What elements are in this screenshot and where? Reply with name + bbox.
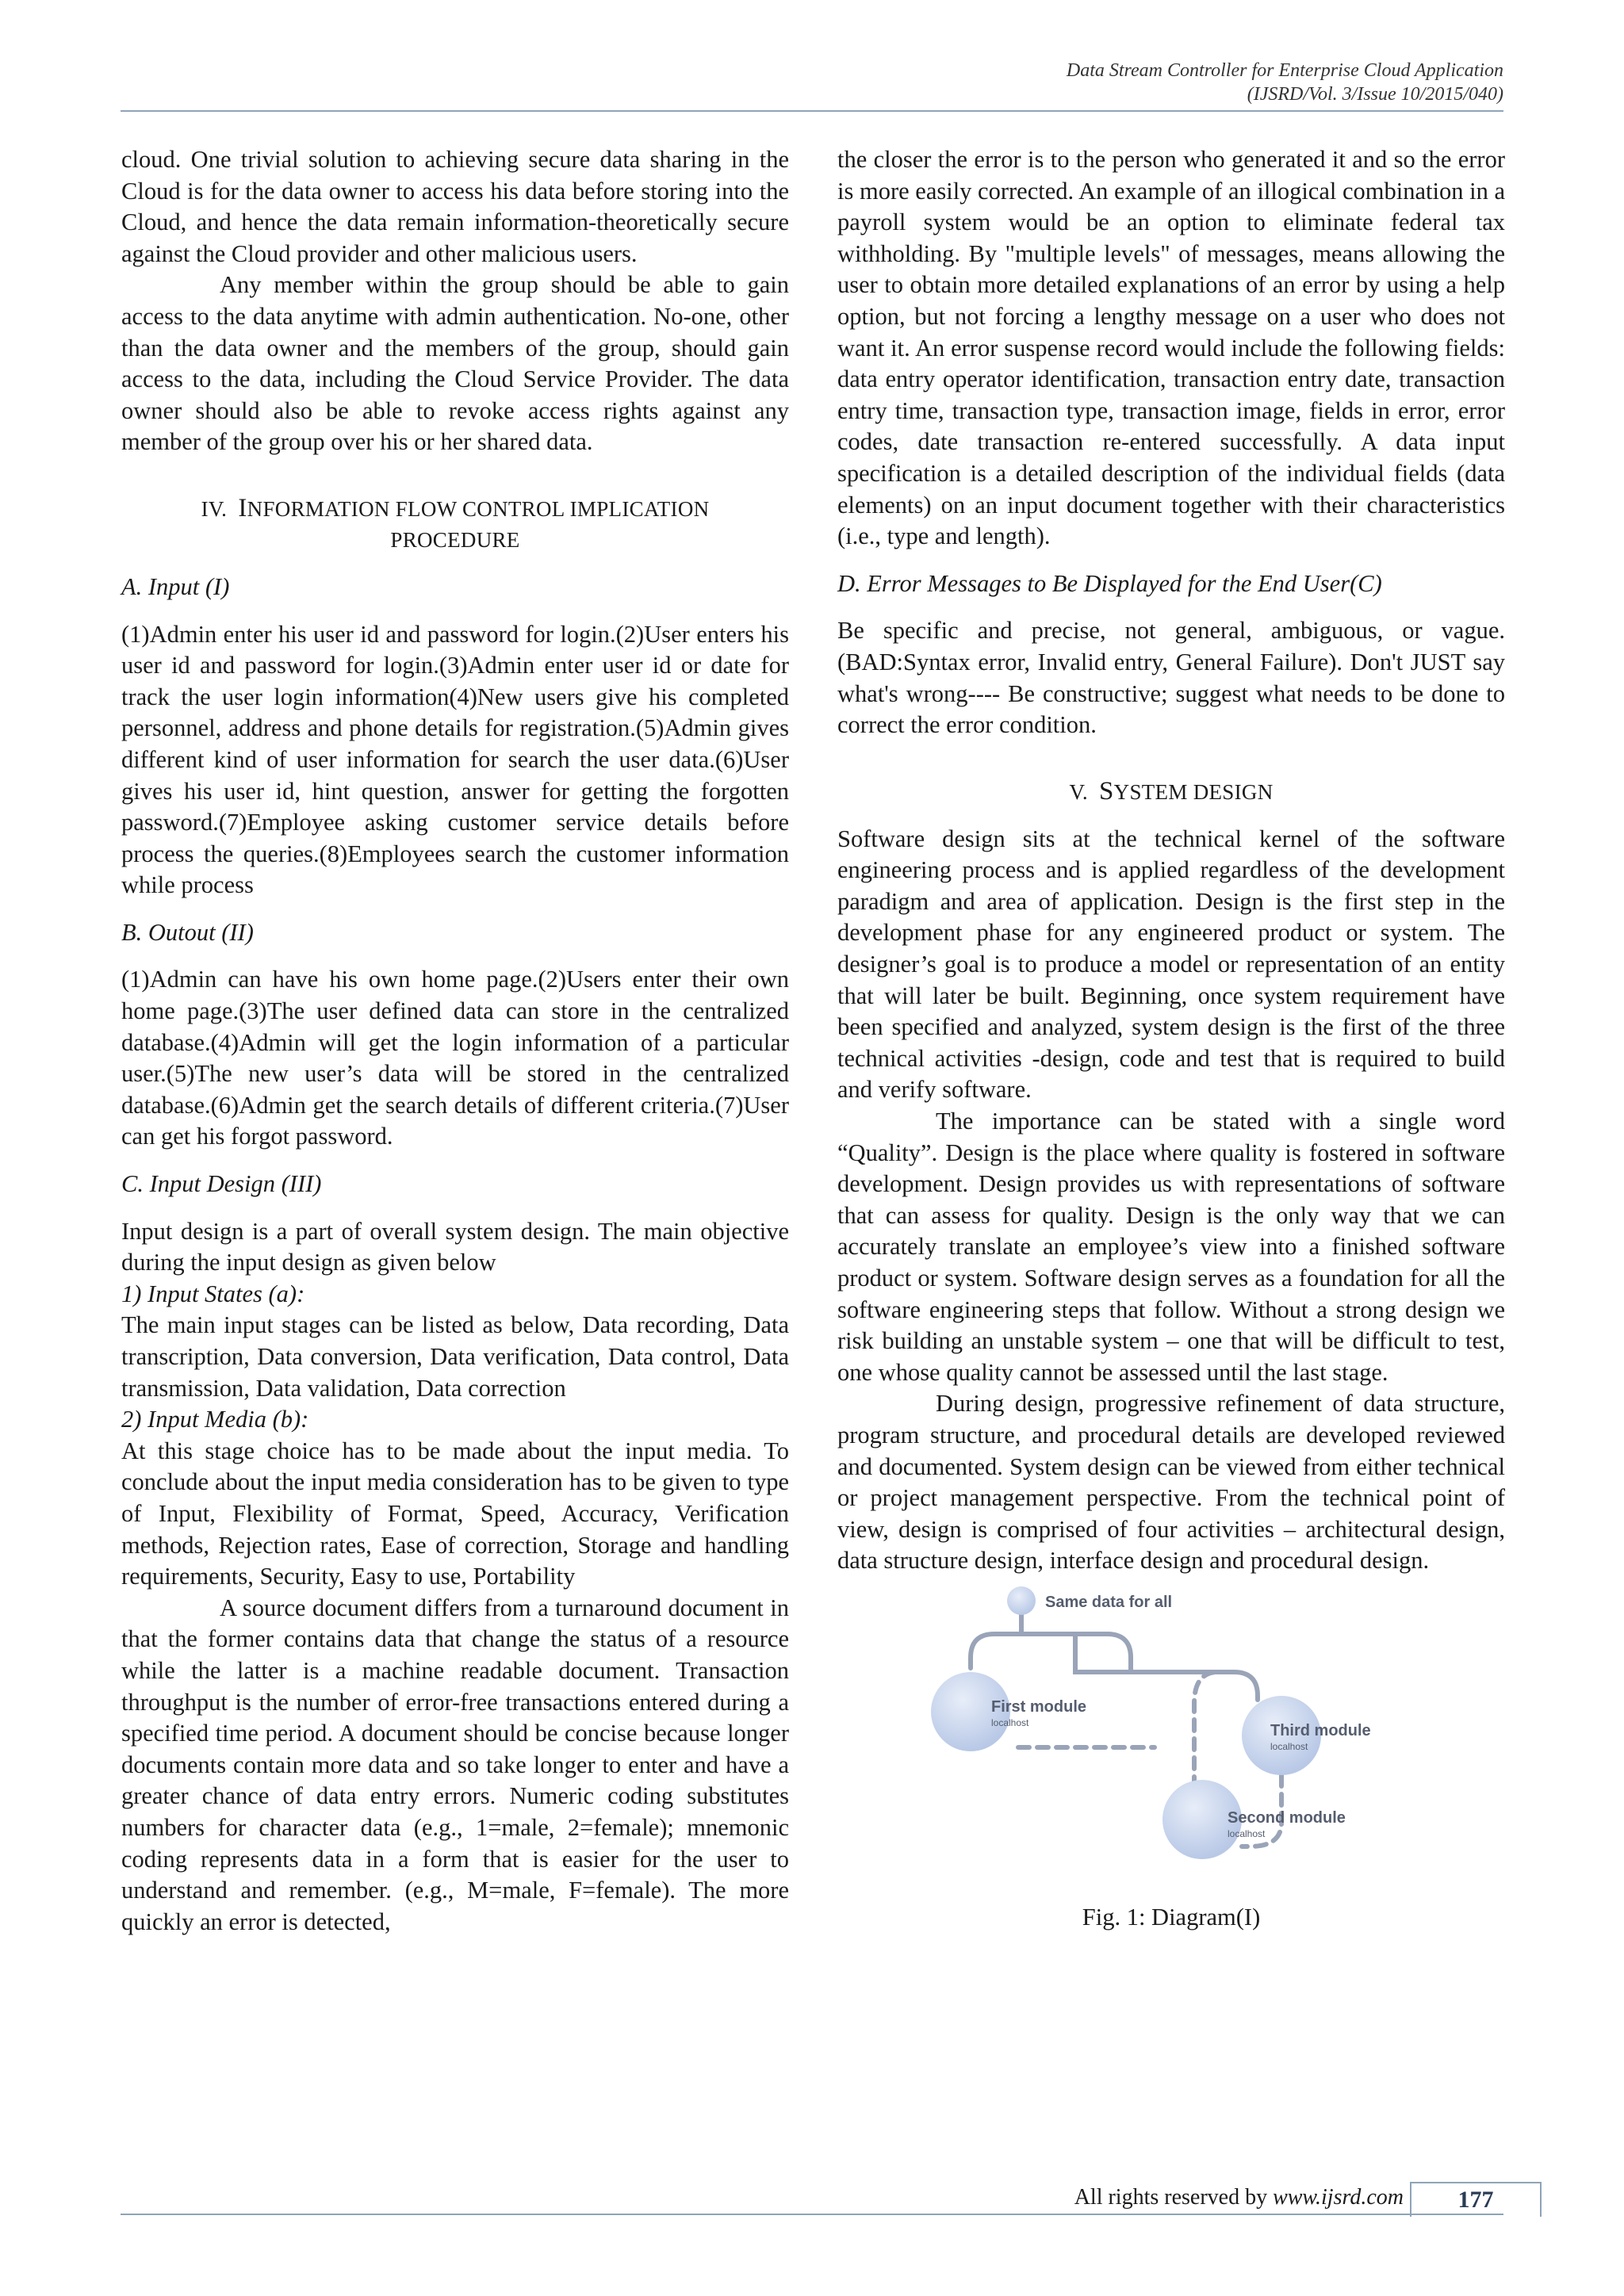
right-column	[837, 144, 1505, 1934]
paragraph-source-document: A source document differs from a turnaround document in that the former contains data that change the status of a resource while the latter is a machine readable document. Transaction throughput is the number of error-free transactions entered during a specified time period. A document should be concise because longer documents contain more data and so take longer to enter and have a greater chance of data entry errors. Numeric coding substitutes numbers for character data (e.g., 1=male, 2=female); mnemonic coding represents data in a form that is easier for the user to understand and remember. (e.g., M=male, F=female). The more quickly an error is detected,	[121, 1594, 789, 1935]
header-rule	[121, 110, 1503, 112]
connector-source-third	[1021, 1634, 1258, 1700]
paragraph-software-design: Software design sits at the technical kernel of the software engineering process and is applied regardless of the development paradigm and area of application. Design is the first step in the development phase for any engineered product or system. The designer’s goal is to produce a model or representation of an entity that will later be built. Beginning, once system requirement have been specified and analyzed, system design is the first of the three technical activities -design, code and test that is required to build and verify software.	[837, 825, 1505, 1104]
svg-text:localhost: localhost	[1270, 1740, 1308, 1752]
subsection-heading-input: A. Input (I)	[121, 572, 230, 600]
svg-text:localhost: localhost	[1228, 1827, 1266, 1839]
subsection-heading-input-design: C. Input Design (III)	[121, 1170, 322, 1198]
footer-rights: All rights reserved by	[1074, 2185, 1274, 2210]
paragraph-error-messages: Be specific and precise, not general, ambiguous, or vague. (BAD:Syntax error, Invalid entry, General Failure). Don't JUST say what's wrong---- Be constructive; suggest what needs to be done to correct the error condition.	[837, 617, 1505, 739]
node-third-module	[1242, 1696, 1371, 1775]
footer-rule	[121, 2214, 1503, 2215]
section-heading-v: V. SYSTEM DESIGN	[1069, 776, 1274, 806]
paragraph-input-states: The main input stages can be listed as below, Data recording, Data transcription, Data conversion, Data verification, Data control, Data transmission, Data validation, Data correction	[121, 1311, 789, 1402]
paragraph-input: (1)Admin enter his user id and password for login.(2)User enters his user id and password for login.(3)Admin enter user id or date for track the user login information(4)New users give his completed personnel, address and phone details for registration.(5)Admin gives different kind of user information for search the user data.(6)User gives his user id, hint question, answer for getting the forgotten password.(7)Employee asking customer service details before process the queries.(8)Employees search the customer information while process	[121, 620, 789, 899]
node-first-module	[931, 1672, 1086, 1751]
svg-text:Second module: Second module	[1228, 1808, 1346, 1827]
section-heading-iv: IV. INFORMATION FLOW CONTROL IMPLICATION PROCEDURE	[201, 493, 710, 552]
connector-source-first	[971, 1615, 1021, 1668]
paragraph-input-media: At this stage choice has to be made about the input media. To conclude about the input media consideration has to be given to type of Input, Flexibility of Format, Speed, Accuracy, Verification methods, Rejection rates, Ease of correction, Storage and handling requirements, Security, Easy to use, Portability	[121, 1437, 789, 1590]
paragraph-input-design: Input design is a part of overall system design. The main objective during the input design as given below	[121, 1217, 789, 1276]
paragraph-group-access: Any member within the group should be able to gain access to the data anytime with admin authentication. No-one, other than the data owner and the members of the group, should gain access to the data, including the Cloud Service Provider. The data owner should also be able to revoke access rights against any member of the group over his or her shared data.	[121, 271, 789, 456]
figure-caption: Fig. 1: Diagram(I)	[1082, 1903, 1261, 1931]
source-label: Same data for all	[1045, 1593, 1173, 1611]
page-number: 177	[1410, 2182, 1542, 2217]
svg-text:First module: First module	[991, 1697, 1087, 1716]
source-node	[1007, 1586, 1172, 1615]
journal-citation: (IJSRD/Vol. 3/Issue 10/2015/040)	[1247, 84, 1503, 105]
paragraph-cloud-sharing: cloud. One trivial solution to achieving secure data sharing in the Cloud is for the data owner to access his data before storing into the Cloud, and hence the data remain information-theoretically secure against the Cloud provider and other malicious users.	[121, 146, 789, 267]
footer-site-link[interactable]: www.ijsrd.com	[1273, 2185, 1404, 2210]
section-number: IV.	[201, 496, 228, 521]
running-head	[1067, 59, 1503, 106]
subsubsection-input-media: 2) Input Media (b):	[121, 1406, 309, 1433]
paragraph-quality: The importance can be stated with a single word “Quality”. Design is the place where quality is fostered in software development. Design provides us with representations of software that can assess for quality. Design is the only way that we can accurately translate an employee’s view into a finished software product or system. Software design serves as a foundation for all the software engineering steps that follow. Without a strong design we risk building an unstable system – one that will be difficult to test, one whose quality cannot be assessed until the last stage.	[837, 1108, 1505, 1386]
figure-diagram	[837, 1585, 1505, 1902]
paragraph-refinement: During design, progressive refinement of data structure, program structure, and procedural details are developed reviewed and documented. System design can be viewed from either technical or project management perspective. From the technical point of view, design is comprised of four activities – architectural design, data structure design, interface design and procedural design.	[837, 1390, 1505, 1575]
svg-text:localhost: localhost	[991, 1716, 1029, 1728]
subsection-heading-output: B. Outout (II)	[121, 918, 254, 946]
section-number: V.	[1069, 779, 1088, 804]
paragraph-output: (1)Admin can have his own home page.(2)Users enter their own home page.(3)The user defined data can store in the centralized database.(4)Admin will get the login information of a particular user.(5)The new user’s data will be stored in the centralized database.(6)Admin get the search details of different criteria.(7)User can get his forgot password.	[121, 966, 789, 1150]
svg-text:Third module: Third module	[1270, 1721, 1371, 1739]
paragraph-error-correction: the closer the error is to the person who generated it and so the error is more easily corrected. An example of an illogical combination in a payroll system would be an option to eliminate federal tax withholding. By "multiple levels" of messages, means allowing the user to obtain more detailed explanations of an error by using a help option, but not forcing a lengthy message on a user who does not want it. An error suspense record would include the following fields: data entry operator identification, transaction entry date, transaction entry time, transaction type, transaction image, fields in error, error codes, date transaction re-entered successfully. A data input specification is a detailed description of the individual fields (data elements) on an input document together with their characteristics (i.e., type and length).	[837, 146, 1505, 550]
journal-title: Data Stream Controller for Enterprise Cloud Application	[1066, 60, 1503, 81]
left-column	[121, 144, 789, 1938]
subsection-heading-error-messages: D. Error Messages to Be Displayed for the End User(C)	[837, 569, 1382, 597]
module-diagram	[837, 1585, 1505, 1902]
footer	[793, 2183, 1404, 2212]
subsubsection-input-states: 1) Input States (a):	[121, 1280, 305, 1307]
